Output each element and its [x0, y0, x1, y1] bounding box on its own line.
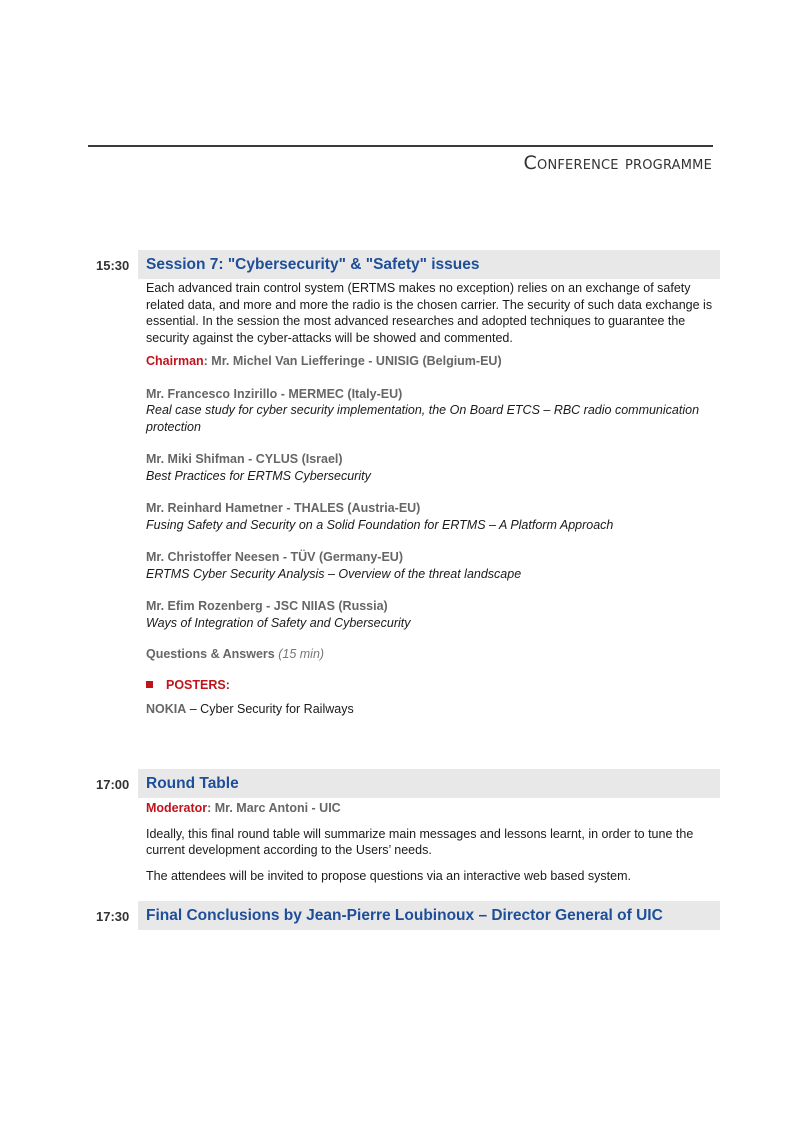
session-title-bar — [138, 901, 720, 930]
talk-title: Fusing Safety and Security on a Solid Foundation for ERTMS – A Platform Approach — [146, 517, 614, 532]
session-title-bar — [138, 250, 720, 279]
talk-title: Best Practices for ERTMS Cybersecurity — [146, 468, 371, 483]
round-table-paragraph: The attendees will be invited to propose questions via an interactive web based system. — [146, 868, 631, 883]
moderator-label: Moderator — [146, 801, 208, 815]
speaker-name: Mr. Efim Rozenberg - JSC NIIAS (Russia) — [146, 599, 388, 613]
speaker-entry — [146, 500, 718, 533]
page-header-title: Conference programme — [523, 152, 712, 174]
poster-title: – Cyber Security for Railways — [186, 702, 354, 716]
session-time: 15:30 — [96, 258, 130, 273]
qa-label: Questions & Answers — [146, 647, 275, 661]
speaker-entry — [146, 451, 718, 484]
session-time: 17:00 — [96, 777, 130, 792]
speaker-entry — [146, 386, 718, 436]
talk-title: ERTMS Cyber Security Analysis – Overview of the threat landscape — [146, 566, 522, 581]
header-rule — [88, 145, 713, 147]
talk-title: Real case study for cyber security implementation, the On Board ETCS – RBC radio communication protection — [146, 403, 700, 434]
poster-entry — [146, 701, 718, 718]
session-description: Each advanced train control system (ERTMS makes no exception) relies on an exchange of safety related data, and more and more the radio is the chosen carrier. The security of such data exchange is essential. In the session the most advanced researches and adopted techniques to guarantee the security against the cyber-attacks will be showed and commented. — [146, 281, 713, 345]
red-square-bullet-icon — [146, 681, 153, 688]
chairman-separator: : — [203, 354, 212, 368]
speaker-name: Mr. Miki Shifman - CYLUS (Israel) — [146, 452, 343, 466]
qa-line — [146, 646, 718, 663]
speaker-entry — [146, 549, 718, 582]
moderator-name: Mr. Marc Antoni - UIC — [214, 801, 341, 815]
session-content — [146, 280, 718, 718]
qa-duration: (15 min) — [278, 647, 325, 661]
chairman-label: Chairman — [146, 354, 204, 368]
posters-heading — [146, 677, 718, 694]
speaker-name: Mr. Christoffer Neesen - TÜV (Germany-EU) — [146, 550, 403, 564]
moderator-separator: : — [207, 801, 215, 815]
session-title: Final Conclusions by Jean-Pierre Loubinoux – Director General of UIC — [146, 907, 663, 924]
posters-label: POSTERS: — [166, 677, 230, 692]
poster-company: NOKIA — [146, 702, 187, 716]
session-title: Session 7: "Cybersecurity" & "Safety" issues — [146, 256, 480, 273]
speaker-name: Mr. Francesco Inzirillo - MERMEC (Italy-EU) — [146, 386, 403, 401]
session-time: 17:30 — [96, 909, 130, 924]
round-table-paragraph: Ideally, this final round table will summarize main messages and lessons learnt, in order to tune the current development according to the Users’ needs. — [146, 826, 694, 857]
talk-title: Ways of Integration of Safety and Cybersecurity — [146, 615, 411, 630]
speaker-entry — [146, 598, 718, 631]
speaker-name: Mr. Reinhard Hametner - THALES (Austria-EU) — [146, 501, 421, 515]
session-title: Round Table — [146, 775, 239, 792]
session-title-bar — [138, 769, 720, 798]
chairman-name: Mr. Michel Van Liefferinge - UNISIG (Belgium-EU) — [211, 354, 502, 368]
round-table-content — [146, 800, 718, 884]
moderator-line — [146, 800, 718, 817]
chairman-line — [146, 353, 718, 370]
